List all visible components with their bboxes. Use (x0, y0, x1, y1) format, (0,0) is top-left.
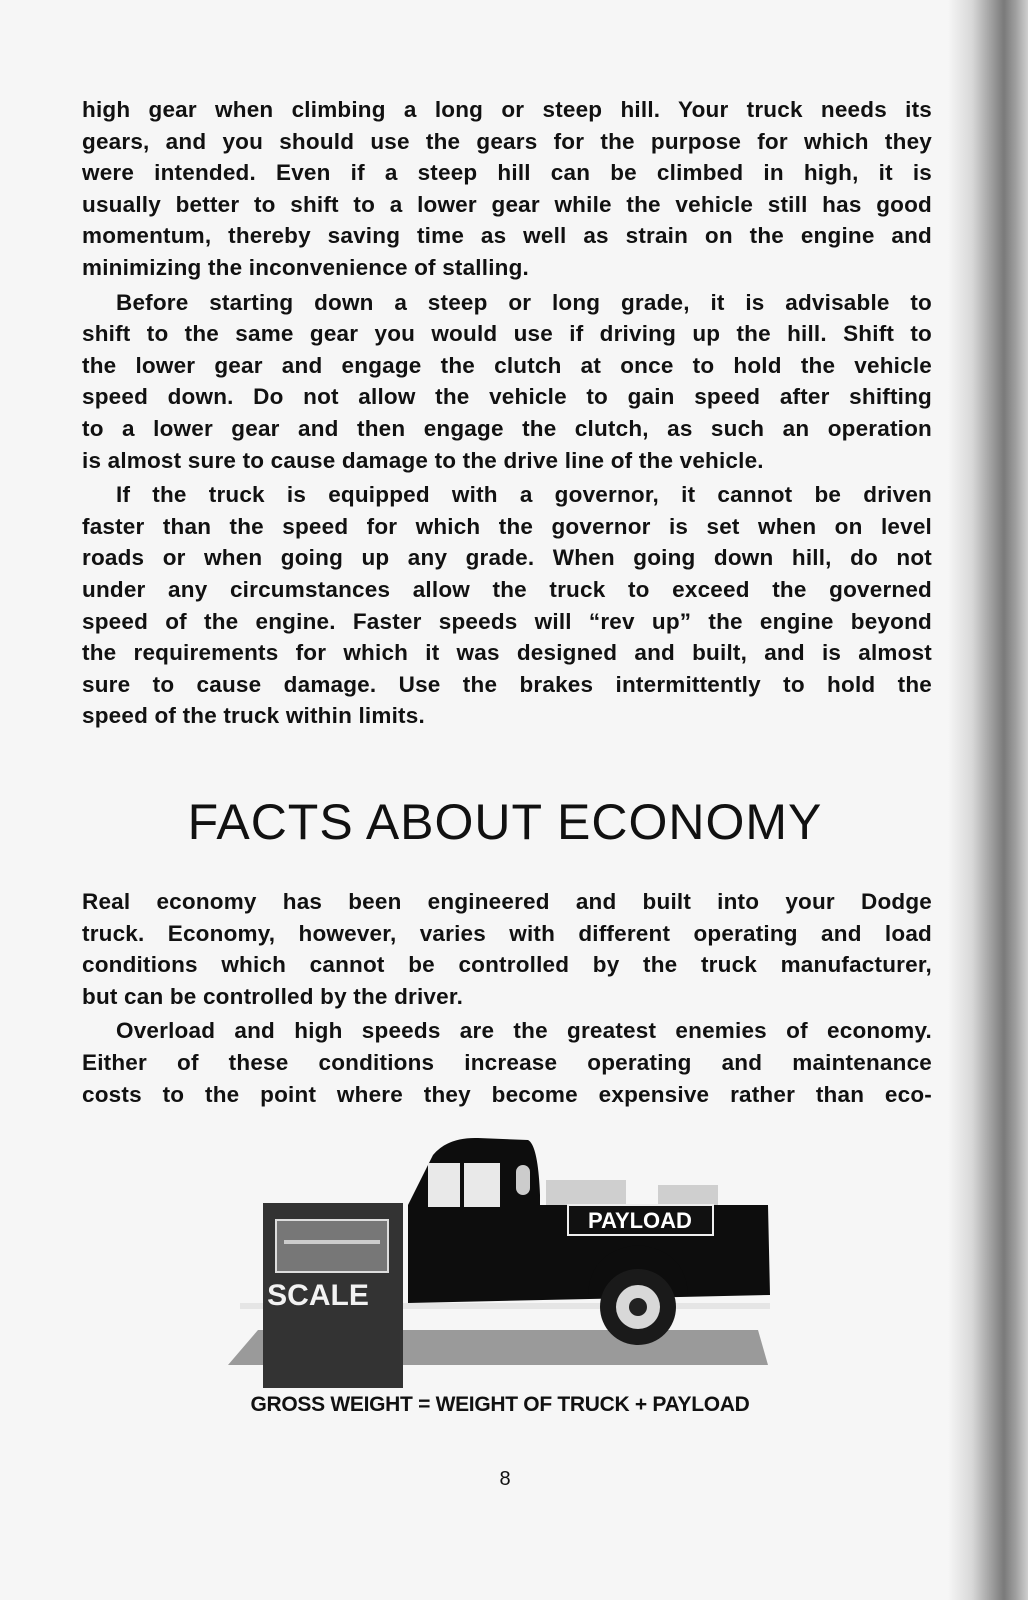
text-line: were intended. Even if a steep hill can be climbed in high, it is (82, 160, 932, 186)
text-line: is almost sure to cause damage to the drive line of the vehicle. (82, 447, 764, 473)
text-line: truck. Economy, however, varies with different operating and load (82, 920, 932, 946)
crate (658, 1185, 718, 1205)
text-line: minimizing the inconvenience of stalling. (82, 254, 530, 280)
text-line: sure to cause damage. Use the brakes intermittently to hold the (82, 671, 932, 697)
text-line: conditions which cannot be controlled by the truck manufacturer, (82, 952, 932, 978)
body-text-economy (82, 886, 932, 1113)
paragraph (82, 479, 932, 732)
paragraph (82, 1015, 932, 1110)
section-heading: FACTS ABOUT ECONOMY (187, 794, 823, 850)
text-line: Real economy has been engineered and built into your Dodge (82, 889, 932, 914)
text-line: speed down. Do not allow the vehicle to gain speed after shifting (82, 384, 932, 410)
text-line: the requirements for which it was designed and built, and is almost (82, 640, 932, 666)
truck-on-scale-illustration (228, 1135, 788, 1395)
text-line: but can be controlled by the driver. (82, 983, 464, 1009)
crate (546, 1180, 626, 1205)
figure-caption: GROSS WEIGHT = WEIGHT OF TRUCK + PAYLOAD (250, 1393, 750, 1416)
scale-label: SCALE (267, 1279, 369, 1312)
text-line: usually better to shift to a lower gear while the vehicle still has good (82, 191, 932, 217)
text-line: gears, and you should use the gears for the purpose for which they (82, 128, 932, 154)
paragraph (82, 886, 932, 1012)
text-line: speed of the truck within limits. (82, 703, 425, 729)
text-line: under any circumstances allow the truck to exceed the governed (82, 576, 932, 602)
text-line: Overload and high speeds are the greatest enemies of economy. (116, 1018, 932, 1044)
text-line: shift to the same gear you would use if driving up the hill. Shift to (82, 321, 932, 347)
text-line: Before starting down a steep or long grade, it is advisable to (116, 289, 932, 315)
payload-label: PAYLOAD (588, 1208, 692, 1233)
text-line: speed of the engine. Faster speeds will “rev up” the engine beyond (82, 608, 932, 634)
page-number: 8 (499, 1468, 511, 1490)
text-line: costs to the point where they become expensive rather than eco- (82, 1081, 932, 1107)
text-line: high gear when climbing a long or steep hill. Your truck needs its (82, 97, 932, 122)
text-line: the lower gear and engage the clutch at once to hold the vehicle (82, 352, 932, 378)
text-line: faster than the speed for which the governor is set when on level (82, 513, 932, 539)
paragraph (82, 94, 932, 284)
text-line: to a lower gear and then engage the clutch, as such an operation (82, 415, 932, 441)
paragraph (82, 287, 932, 477)
text-line: momentum, thereby saving time as well as strain on the engine and (82, 223, 932, 249)
text-line: Either of these conditions increase operating and maintenance (82, 1049, 932, 1075)
body-text-top (82, 94, 932, 735)
text-line: roads or when going up any grade. When going down hill, do not (82, 545, 932, 571)
text-line: If the truck is equipped with a governor, it cannot be driven (116, 482, 932, 508)
